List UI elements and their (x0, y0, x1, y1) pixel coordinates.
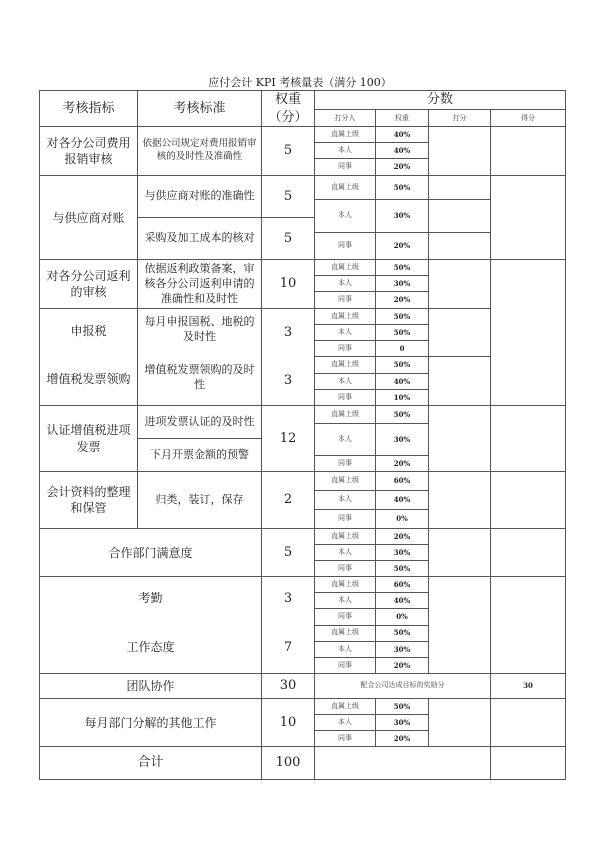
indicator-cell: 与供应商对账 (40, 176, 138, 260)
rater-cell: 同事 (315, 609, 376, 625)
pct-cell: 0% (376, 510, 429, 529)
indicator-cell (40, 309, 138, 406)
header-weight: 权重（分） (262, 91, 315, 127)
rater-cell: 本人 (315, 715, 376, 731)
rater-cell: 同事 (315, 561, 376, 577)
rater-cell: 同事 (315, 657, 376, 673)
pct-cell: 20% (376, 731, 429, 747)
pct-cell: 40% (376, 491, 429, 510)
indicator-cell (40, 577, 262, 674)
indicator-text: 申报税 (70, 324, 107, 339)
pct-cell: 0% (376, 609, 429, 625)
indicator-cell: 合作部门满意度 (40, 529, 262, 577)
rater-cell: 直属上级 (315, 625, 376, 641)
final-score-cell (491, 176, 566, 260)
rater-cell: 本人 (315, 200, 376, 233)
rater-cell: 直属上级 (315, 577, 376, 593)
weight-cell: 10 (262, 260, 315, 309)
rater-cell: 直属上级 (315, 472, 376, 491)
given-score-input[interactable] (429, 127, 491, 176)
rater-cell: 本人 (315, 424, 376, 456)
pct-cell: 40% (376, 374, 429, 390)
pct-cell: 20% (376, 529, 429, 545)
total-weight: 100 (262, 747, 315, 780)
weight-cell: 5 (262, 176, 315, 218)
rater-cell: 同事 (315, 390, 376, 406)
pct-cell: 50% (376, 309, 429, 325)
standard-cell: 依据返利政策备案，审核各分公司返利申请的准确性和及时性 (138, 260, 262, 309)
final-score-cell (491, 260, 566, 406)
pct-cell: 50% (376, 357, 429, 374)
rater-cell: 直属上级 (315, 699, 376, 715)
pct-cell: 50% (376, 176, 429, 200)
indicator-text: 考勤 (138, 591, 163, 606)
weight-text: 3 (283, 591, 293, 607)
rater-cell: 直属上级 (315, 260, 376, 276)
weight-cell: 5 (262, 529, 315, 577)
rater-cell: 同事 (315, 456, 376, 472)
header-rater: 打分人 (315, 110, 376, 127)
header-weight-pct: 权重 (376, 110, 429, 127)
rater-cell: 直属上级 (315, 309, 376, 325)
weight-text: 3 (283, 325, 293, 341)
rater-cell: 直属上级 (315, 529, 376, 545)
given-score-input[interactable] (429, 200, 491, 233)
given-score-input[interactable] (429, 472, 491, 529)
weight-cell (262, 309, 315, 406)
pct-cell: 50% (376, 561, 429, 577)
rater-cell: 本人 (315, 641, 376, 657)
rater-cell: 同事 (315, 159, 376, 176)
total-given-cell[interactable] (315, 747, 491, 780)
pct-cell: 30% (376, 545, 429, 561)
final-score-cell (491, 406, 566, 472)
pct-cell: 50% (376, 625, 429, 641)
pct-cell: 30% (376, 715, 429, 731)
weight-cell: 30 (262, 674, 315, 699)
standard-cell: 依据公司规定对费用报销审核的及时性及准确性 (138, 127, 262, 176)
rater-cell: 本人 (315, 491, 376, 510)
pct-cell: 20% (376, 159, 429, 176)
given-score-input[interactable] (429, 406, 491, 472)
given-score-input[interactable] (429, 529, 491, 577)
rater-cell: 同事 (315, 233, 376, 260)
standard-cell: 进项发票认证的及时性 (138, 406, 262, 439)
header-indicator: 考核指标 (40, 91, 138, 127)
pct-cell: 20% (376, 233, 429, 260)
given-score-input[interactable] (429, 260, 491, 309)
indicator-cell: 会计资料的整理和保管 (40, 472, 138, 529)
pct-cell: 40% (376, 127, 429, 143)
pct-cell: 20% (376, 657, 429, 673)
pct-cell: 60% (376, 577, 429, 593)
given-score-input[interactable] (429, 577, 491, 674)
weight-cell (262, 577, 315, 674)
document-title: 应付会计 KPI 考核量表（满分 100） (208, 76, 392, 89)
rater-cell: 本人 (315, 374, 376, 390)
indicator-cell: 每月部门分解的其他工作 (40, 699, 262, 747)
header-final: 得分 (491, 110, 566, 127)
final-score-cell (491, 577, 566, 674)
final-score-cell (491, 529, 566, 577)
rater-cell: 同事 (315, 341, 376, 357)
rater-cell: 同事 (315, 510, 376, 529)
rater-cell: 同事 (315, 731, 376, 747)
pct-cell: 30% (376, 641, 429, 657)
pct-cell: 50% (376, 406, 429, 424)
pct-cell: 0 (376, 341, 429, 357)
weight-text: 7 (283, 640, 293, 656)
standard-cell: 归类，装订，保存 (138, 472, 262, 529)
given-score-input[interactable] (429, 699, 491, 747)
pct-cell: 30% (376, 424, 429, 456)
final-score-cell (491, 127, 566, 176)
rater-cell: 直属上级 (315, 357, 376, 374)
standard-cell (138, 309, 262, 406)
final-score-cell: 30 (491, 674, 566, 699)
header-score: 分数 (315, 91, 566, 110)
rater-cell: 本人 (315, 276, 376, 292)
pct-cell: 50% (376, 325, 429, 341)
pct-cell: 40% (376, 143, 429, 159)
indicator-text: 增值税发票领购 (46, 372, 131, 387)
pct-cell: 50% (376, 699, 429, 715)
rater-cell: 本人 (315, 325, 376, 341)
bonus-description: 配合公司达成目标的奖励分 (315, 674, 491, 699)
header-given: 打分 (429, 110, 491, 127)
indicator-cell: 团队协作 (40, 674, 262, 699)
rater-cell: 同事 (315, 292, 376, 309)
pct-cell: 30% (376, 276, 429, 292)
weight-cell: 10 (262, 699, 315, 747)
header-standard: 考核标准 (138, 91, 262, 127)
total-label: 合计 (40, 747, 262, 780)
weight-cell: 12 (262, 406, 315, 472)
pct-cell: 40% (376, 593, 429, 609)
weight-text: 3 (283, 373, 293, 389)
standard-text: 增值税发票领购的及时性 (144, 363, 255, 391)
given-score-input[interactable] (429, 233, 491, 260)
given-score-input[interactable] (429, 176, 491, 200)
indicator-cell: 认证增值税进项发票 (40, 406, 138, 472)
given-score-input[interactable] (429, 357, 491, 406)
final-score-cell (491, 472, 566, 529)
standard-cell: 采购及加工成本的核对 (138, 218, 262, 260)
pct-cell: 50% (376, 260, 429, 276)
final-score-cell (491, 699, 566, 747)
standard-cell: 与供应商对账的准确性 (138, 176, 262, 218)
pct-cell: 20% (376, 292, 429, 309)
standard-cell: 下月开票金额的预警 (138, 439, 262, 472)
pct-cell: 20% (376, 456, 429, 472)
rater-cell: 直属上级 (315, 127, 376, 143)
kpi-table (39, 90, 566, 780)
given-score-input[interactable] (429, 309, 491, 357)
weight-cell: 5 (262, 218, 315, 260)
weight-cell: 2 (262, 472, 315, 529)
pct-cell: 10% (376, 390, 429, 406)
pct-cell: 60% (376, 472, 429, 491)
pct-cell: 30% (376, 200, 429, 233)
rater-cell: 本人 (315, 143, 376, 159)
standard-text: 每月申报国税、地税的及时性 (144, 315, 255, 343)
weight-cell: 5 (262, 127, 315, 176)
rater-cell: 直属上级 (315, 176, 376, 200)
rater-cell: 本人 (315, 593, 376, 609)
indicator-text: 工作态度 (126, 640, 175, 655)
indicator-cell: 对各分公司费用报销审核 (40, 127, 138, 176)
rater-cell: 直属上级 (315, 406, 376, 424)
total-final-cell (491, 747, 566, 780)
indicator-cell: 对各分公司返利的审核 (40, 260, 138, 309)
rater-cell: 本人 (315, 545, 376, 561)
